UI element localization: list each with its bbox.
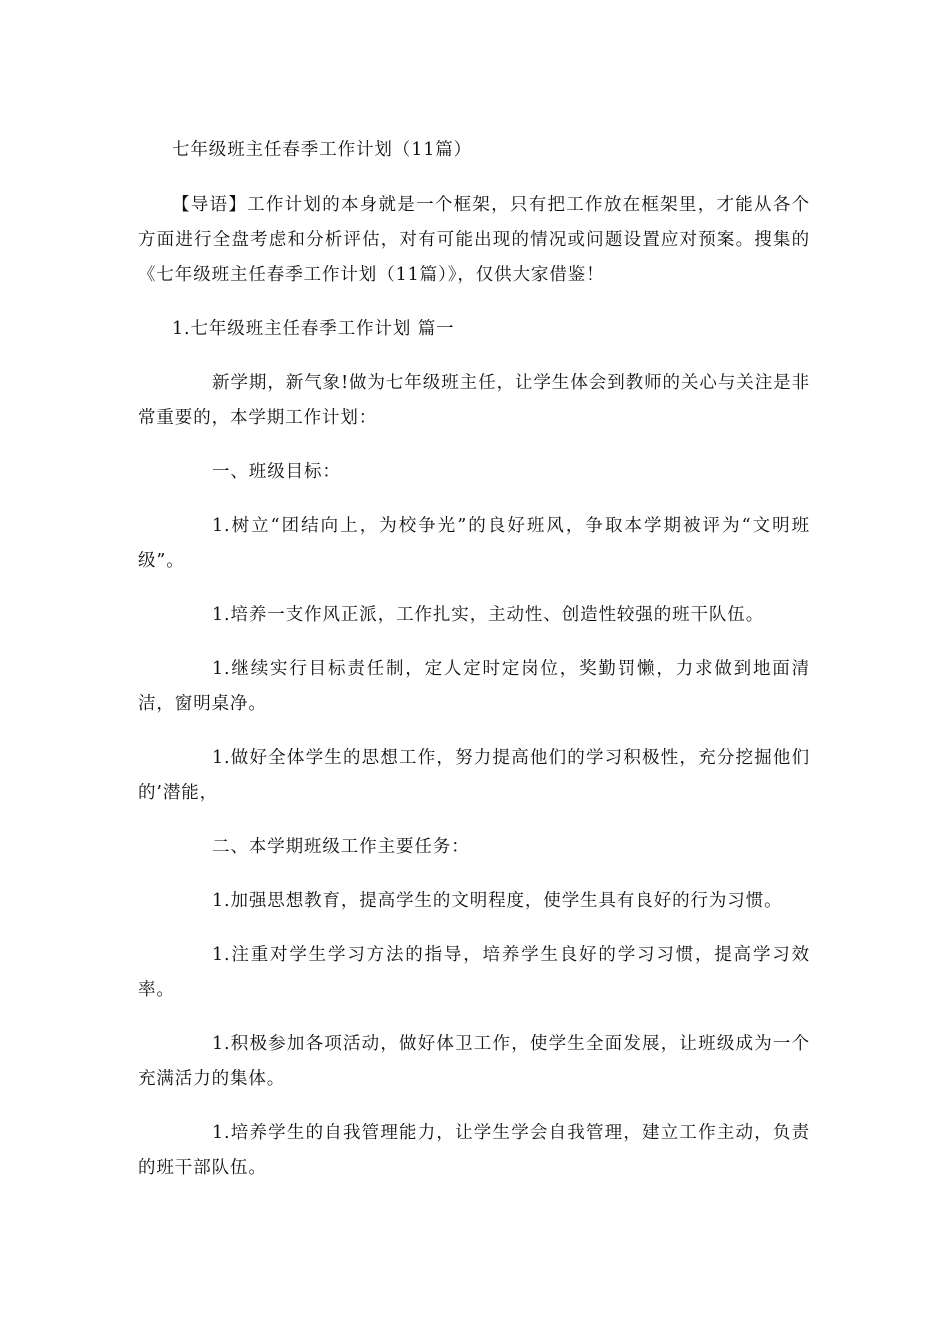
goal-item: 1.培养一支作风正派，工作扎实，主动性、创造性较强的班干队伍。 (212, 605, 765, 625)
intro-paragraph: 【导语】工作计划的本身就是一个框架，只有把工作放在框架里，才能从各个方面进行全盘考虑和分析评估，对有可能出现的情况或问题设置应对预案。搜集的《七年级班主任春季工作计划（11篇）》，仅供大家借鉴！ (138, 195, 810, 285)
article-heading: 1.七年级班主任春季工作计划 篇一 (172, 319, 455, 339)
section-heading-main-tasks: 二、本学期班级工作主要任务： (212, 837, 470, 857)
document-content (138, 133, 810, 1205)
goal-item: 1.继续实行目标责任制，定人定时定岗位，奖勤罚懒，力求做到地面清洁，窗明桌净。 (138, 659, 810, 714)
section-heading-class-goals: 一、班级目标： (212, 462, 341, 482)
paragraph-opening: 新学期，新气象!做为七年级班主任，让学生体会到教师的关心与关注是非常重要的，本学期工作计划： (138, 373, 810, 428)
task-item: 1.积极参加各项活动，做好体卫工作，使学生全面发展，让班级成为一个充满活力的集体。 (138, 1034, 810, 1089)
goal-item: 1.树立“团结向上，为校争光”的良好班风，争取本学期被评为“文明班级”。 (138, 516, 810, 571)
document-title: 七年级班主任春季工作计划（11篇） (172, 140, 473, 160)
task-item: 1.加强思想教育，提高学生的文明程度，使学生具有良好的行为习惯。 (212, 891, 783, 911)
task-item: 1.注重对学生学习方法的指导，培养学生良好的学习习惯，提高学习效率。 (138, 945, 810, 1000)
task-item: 1.培养学生的自我管理能力，让学生学会自我管理，建立工作主动，负责的班干部队伍。 (138, 1123, 810, 1178)
goal-item: 1.做好全体学生的思想工作，努力提高他们的学习积极性，充分挖掘他们的’潜能， (138, 748, 810, 803)
